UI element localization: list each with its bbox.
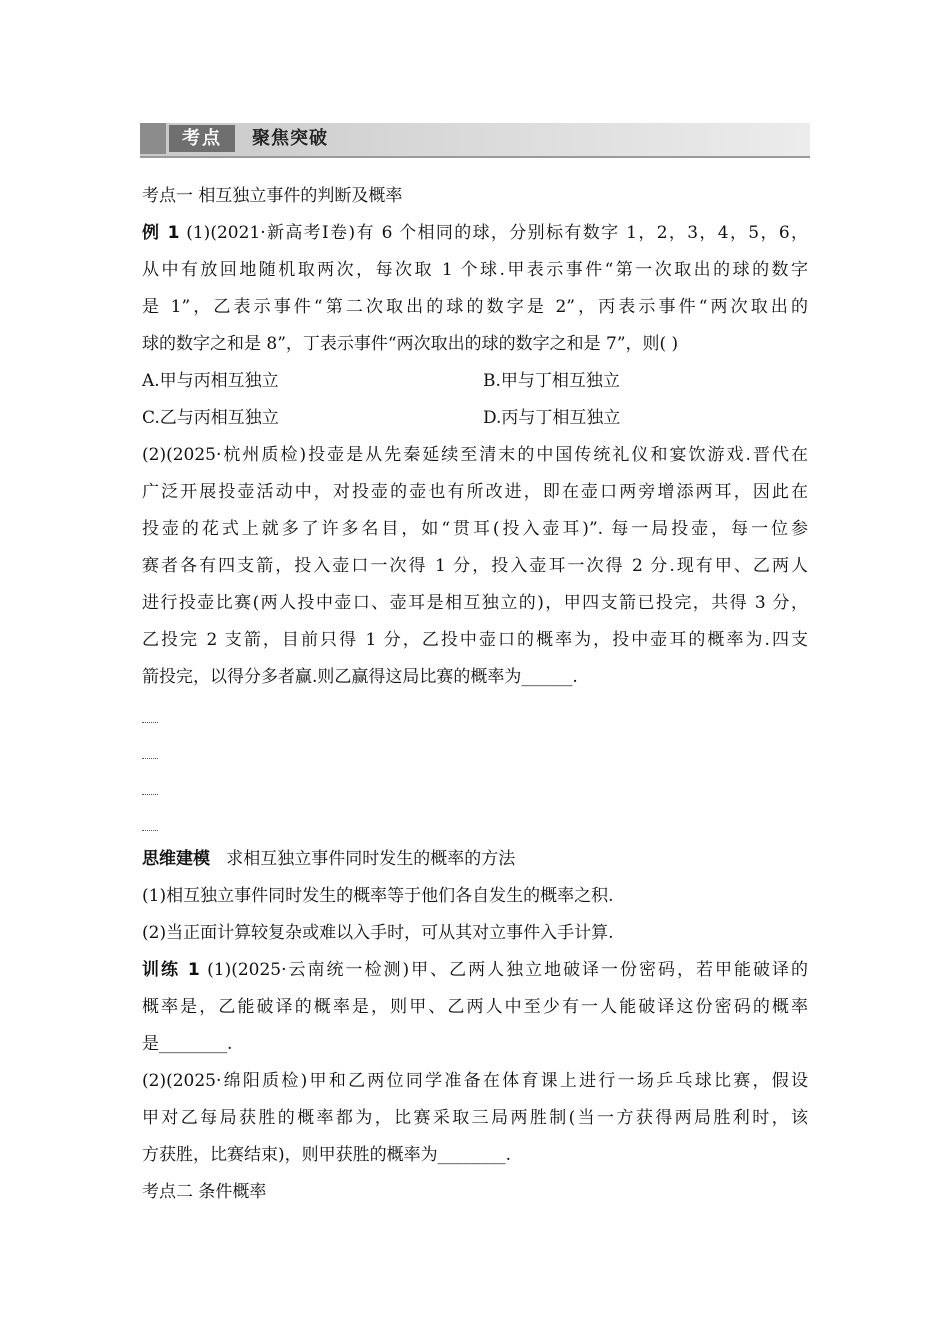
example1-part2-line-2: 广泛开展投壶活动中，对投壶的壶也有所改进，即在壶口两旁增添两耳，因此在 (142, 482, 808, 502)
example1-part2-line-3: 投壶的花式上就多了许多名目，如“贯耳(投入壶耳)”. 每一局投壶，每一位参 (142, 519, 808, 539)
example1-text-1: (1)(2021·新高考Ⅰ卷)有 6 个相同的球，分别标有数字 1，2，3，4，5，6， (186, 223, 808, 243)
option-b: B.甲与丁相互独立 (483, 371, 620, 391)
blank-mark (142, 758, 158, 759)
method-label: 思维建模 (142, 849, 210, 869)
method-item-2: (2)当正面计算较复杂或难以入手时，可从其对立事件入手计算. (142, 923, 614, 943)
training1-line-1 (142, 958, 808, 982)
blank-mark (142, 794, 158, 795)
example1-line-3: 是 1”，乙表示事件“第二次取出的球的数字是 2”，丙表示事件“两次取出的 (142, 297, 808, 317)
option-d: D.丙与丁相互独立 (483, 408, 621, 428)
blank-mark (142, 830, 158, 831)
training1-line-3: 是________. (142, 1034, 233, 1054)
training1-label: 训练 1 (142, 960, 200, 980)
example1-part2-line-7: 箭投完，以得分多者赢.则乙赢得这局比赛的概率为______. (142, 667, 578, 687)
method-title: 求相互独立事件同时发生的概率的方法 (226, 849, 516, 869)
example1-label: 例 1 (142, 223, 180, 243)
banner-tag: 考点 (169, 125, 235, 152)
method-item-1: (1)相互独立事件同时发生的概率等于他们各自发生的概率之积. (142, 886, 614, 906)
training1-part2-line-3: 方获胜，比赛结束)，则甲获胜的概率为________. (142, 1145, 512, 1165)
section2-heading: 考点二 条件概率 (142, 1182, 267, 1202)
banner-title: 聚焦突破 (252, 128, 328, 149)
training1-line-2: 概率是，乙能破译的概率是，则甲、乙两人中至少有一人能破译这份密码的概率 (142, 997, 808, 1017)
example1-part2-line-6: 乙投完 2 支箭，目前只得 1 分，乙投中壶口的概率为，投中壶耳的概率为.四支 (142, 630, 808, 650)
blank-mark (142, 722, 158, 723)
training1-part2-line-2: 甲对乙每局获胜的概率都为，比赛采取三局两胜制(当一方获得两局胜利时，该 (142, 1108, 808, 1128)
banner-stub (140, 123, 166, 154)
example1-line-1 (142, 221, 808, 245)
example1-part2-line-4: 赛者各有四支箭，投入壶口一次得 1 分，投入壶耳一次得 2 分.现有甲、乙两人 (142, 556, 808, 576)
example1-line-2: 从中有放回地随机取两次，每次取 1 个球.甲表示事件“第一次取出的球的数字 (142, 260, 808, 280)
section-banner (140, 123, 810, 158)
section1-heading: 考点一 相互独立事件的判断及概率 (142, 186, 403, 206)
example1-part2-line-1: (2)(2025·杭州质检)投壶是从先秦延续至清末的中国传统礼仪和宴饮游戏.晋代在 (142, 445, 808, 465)
training1-text-1: (1)(2025·云南统一检测)甲、乙两人独立地破译一份密码，若甲能破译的 (207, 960, 808, 980)
option-a: A.甲与丙相互独立 (142, 371, 279, 391)
training1-part2-line-1: (2)(2025·绵阳质检)甲和乙两位同学准备在体育课上进行一场乒乓球比赛，假设 (142, 1071, 808, 1091)
example1-line-4: 球的数字之和是 8”，丁表示事件“两次取出的球的数字之和是 7”，则( ) (142, 334, 679, 354)
method-heading (142, 847, 515, 871)
example1-part2-line-5: 进行投壶比赛(两人投中壶口、壶耳是相互独立的)，甲四支箭已投完，共得 3 分， (142, 593, 808, 613)
option-c: C.乙与丙相互独立 (142, 408, 279, 428)
